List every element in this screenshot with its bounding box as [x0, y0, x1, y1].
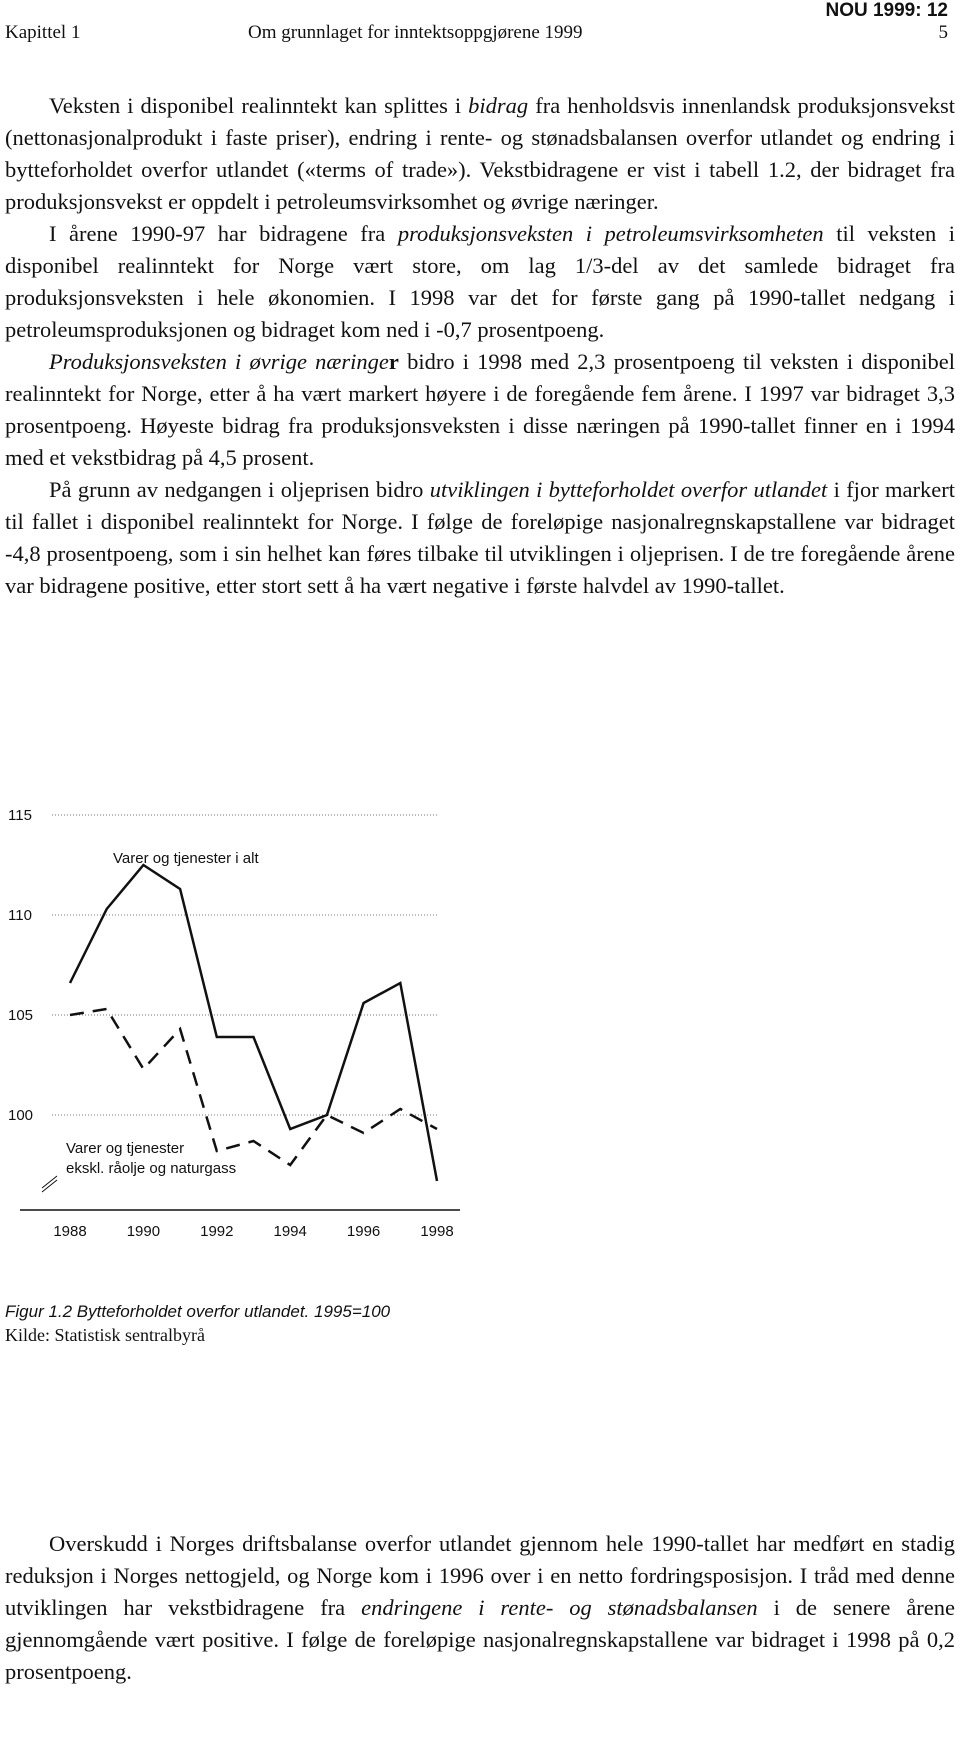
x-tick-label: 1988 — [53, 1223, 87, 1240]
y-tick-label: 105 — [8, 1007, 34, 1024]
body-text-top — [5, 90, 955, 602]
paragraph-4 — [5, 474, 955, 602]
x-tick-label: 1998 — [420, 1223, 454, 1240]
paragraph-1-text: Veksten i disponibel realinntekt kan splittes i — [49, 93, 462, 118]
paragraph-3-text: bidro i 1998 med 2,3 prosentpoeng til veksten i disponibel realinntekt for Norge, etter å ha vært markert høyere i de foregående fem årene. I 1997 var bidraget 3,3 prosentpoeng. Høyeste bidrag fra produksjonsveksten i disse næringen på 1990-tallet finner en i 1994 med et vekstbidrag på 4,5 prosent. — [5, 349, 955, 470]
paragraph-5 — [5, 1528, 955, 1688]
paragraph-5-italic: endringene i rente- og stønadsbalansen — [361, 1595, 758, 1620]
y-tick-label: 100 — [8, 1107, 34, 1124]
x-tick-label: 1996 — [346, 1223, 381, 1240]
paragraph-1-italic: bidrag — [468, 93, 529, 118]
chart-svg — [0, 790, 960, 1290]
paragraph-1 — [5, 90, 955, 218]
series-label-excl-line2: ekskl. råolje og naturgass — [66, 1160, 237, 1177]
paragraph-3 — [5, 346, 955, 474]
paragraph-2-text-b: til veksten i disponibel realinntekt for Norge vært store, om lag 1/3-del av det samlede bidraget fra produksjonsveksten i hele økonomien. I 1998 var det for første gang på 1990-tallet nedgang i petroleumsproduksjonen og bidraget kom ned i -0,7 prosentpoeng. — [5, 221, 955, 342]
paragraph-2 — [5, 218, 955, 346]
chapter-label: Kapittel 1 — [5, 22, 81, 43]
figure-caption: Figur 1.2 Bytteforholdet overfor utlandet. 1995=100 — [5, 1302, 391, 1321]
report-id: NOU 1999: 12 — [825, 0, 948, 21]
paragraph-2-italic: produksjonsveksten i petroleumsvirksomheten — [397, 221, 824, 246]
series-label-all: Varer og tjenester i alt — [113, 850, 259, 867]
paragraph-3-bold-r: r — [388, 349, 399, 374]
figure-source: Kilde: Statistisk sentralbyrå — [5, 1325, 205, 1345]
x-tick-label: 1992 — [200, 1223, 234, 1240]
paragraph-5-text: Overskudd i Norges driftsbalanse overfor utlandet gjennom hele 1990-tallet har medført en stadig reduksjon i Norges nettogjeld, og Norge kom i 1996 over i en netto fordringsposisjon. I tråd med denne utviklingen har vekstbidragene fra — [5, 1531, 955, 1620]
x-tick-label: 1994 — [273, 1223, 307, 1240]
series-line-all — [70, 865, 437, 1181]
paragraph-5-text-b: i de senere årene gjennomgående vært positive. I følge de foreløpige nasjonalregnskapstallene var bidraget i 1998 på 0,2 prosentpoeng. — [5, 1595, 956, 1684]
running-title: Om grunnlaget for inntektsoppgjørene 1999 — [248, 22, 583, 43]
paragraph-4-text: På grunn av nedgangen i oljeprisen bidro — [49, 477, 424, 502]
y-tick-label: 115 — [8, 807, 32, 824]
page-number: 5 — [938, 22, 948, 43]
x-tick-label: 1990 — [126, 1223, 161, 1240]
paragraph-2-text: I årene 1990-97 har bidragene fra — [49, 221, 386, 246]
paragraph-4-italic: utviklingen i bytteforholdet overfor utlandet — [429, 477, 828, 502]
paragraph-4-text-b: i fjor markert til fallet i disponibel realinntekt for Norge. I følge de foreløpige nasjonalregnskapstallene var bidraget -4,8 prosentpoeng, som i sin helhet kan føres tilbake til utviklingen i oljeprisen. I de tre foregående årene var bidragene positive, etter stort sett å ha vært negative i første halvdel av 1990-tallet. — [5, 477, 956, 598]
running-header — [5, 22, 948, 50]
paragraph-3-italic: Produksjonsveksten i øvrige næringe — [49, 349, 389, 374]
terms-of-trade-chart — [0, 790, 960, 1290]
y-tick-label: 110 — [8, 907, 32, 924]
series-label-excl-line1: Varer og tjenester — [66, 1140, 185, 1157]
paragraph-1-text-b: fra henholdsvis innenlandsk produksjonsvekst (nettonasjonalprodukt i faste priser), endring i rente- og stønadsbalansen overfor utlandet og endring i bytteforholdet overfor utlandet («terms of trade»). Vekstbidragene er vist i tabell 1.2, der bidraget fra produksjonsvekst er oppdelt i petroleumsvirksomhet og øvrige næringer. — [5, 93, 955, 214]
body-text-bottom — [5, 1528, 955, 1688]
